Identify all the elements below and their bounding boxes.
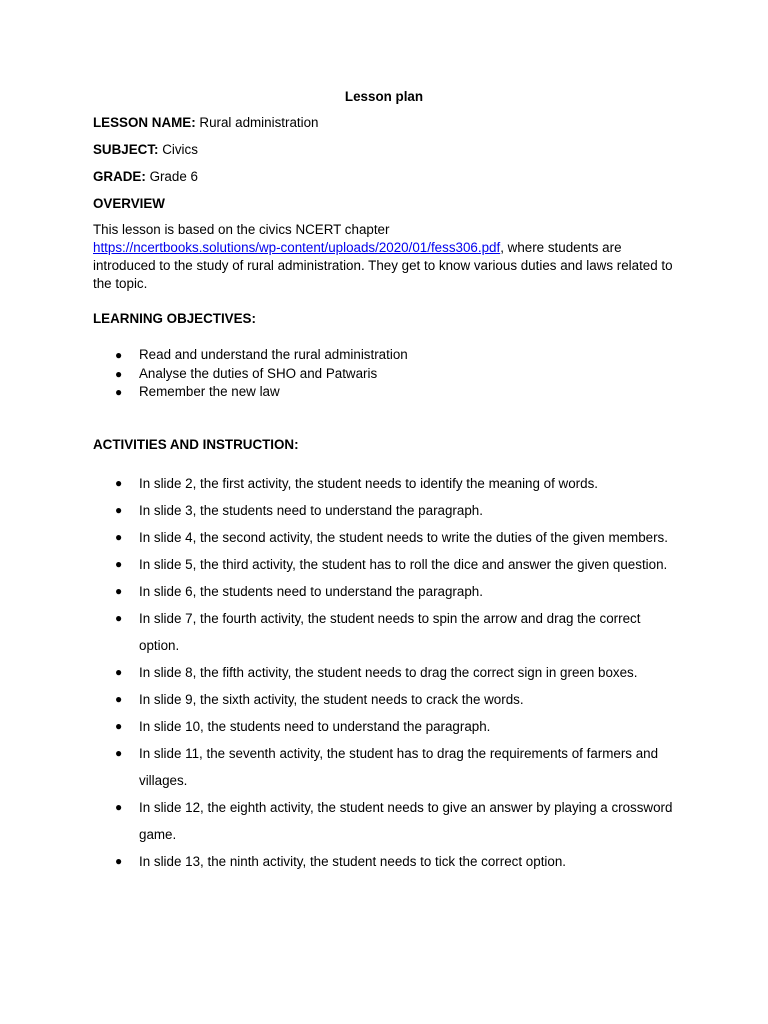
activity-item xyxy=(93,524,683,551)
activity-item-text: In slide 9, the sixth activity, the student needs to crack the words. xyxy=(139,692,524,707)
activity-item xyxy=(93,578,683,605)
activity-item xyxy=(93,713,683,740)
lesson-name-label: LESSON NAME: xyxy=(93,115,196,130)
bullet-icon: ● xyxy=(115,719,123,733)
overview-paragraph xyxy=(93,221,683,293)
activity-item-text: In slide 12, the eighth activity, the student needs to give an answer by playing a crossword game. xyxy=(139,800,673,842)
bullet-icon: ● xyxy=(115,854,123,868)
learning-objectives-heading: LEARNING OBJECTIVES: xyxy=(93,311,256,326)
overview-text-after: , where students are introduced to the study of rural administration. They get to know various duties and laws related to the topic. xyxy=(93,240,673,291)
bullet-icon: ● xyxy=(115,385,123,399)
activity-item-text: In slide 11, the seventh activity, the student has to drag the requirements of farmers and villages. xyxy=(139,746,659,788)
lesson-name-value: Rural administration xyxy=(199,115,319,130)
objective-item-text: Analyse the duties of SHO and Patwaris xyxy=(139,365,378,381)
activities-heading: ACTIVITIES AND INSTRUCTION: xyxy=(93,437,299,452)
bullet-icon: ● xyxy=(115,476,123,490)
objective-item xyxy=(93,383,683,402)
lesson-name-field xyxy=(93,114,318,132)
activities-list xyxy=(93,470,683,875)
grade-field xyxy=(93,168,198,186)
bullet-icon: ● xyxy=(115,530,123,544)
activity-item-text: In slide 7, the fourth activity, the student needs to spin the arrow and drag the correct option. xyxy=(139,611,641,653)
bullet-icon: ● xyxy=(115,800,123,814)
grade-value: Grade 6 xyxy=(149,169,198,184)
bullet-icon: ● xyxy=(115,503,123,517)
activity-item xyxy=(93,605,683,659)
objective-item-text: Read and understand the rural administration xyxy=(139,347,408,362)
activity-item-text: In slide 5, the third activity, the student has to roll the dice and answer the given question. xyxy=(139,557,668,572)
bullet-icon: ● xyxy=(115,665,123,679)
bullet-icon: ● xyxy=(115,348,123,362)
grade-label: GRADE: xyxy=(93,169,146,184)
activity-item xyxy=(93,659,683,686)
bullet-icon: ● xyxy=(115,366,123,381)
subject-label: SUBJECT: xyxy=(93,142,159,157)
activity-item xyxy=(93,497,683,524)
subject-field xyxy=(93,141,198,159)
activity-item-text: In slide 6, the students need to understand the paragraph. xyxy=(139,584,483,599)
activity-item xyxy=(93,551,683,578)
activity-item xyxy=(93,686,683,713)
activity-item-text: In slide 8, the fifth activity, the student needs to drag the correct sign in green boxes. xyxy=(139,665,638,680)
activity-item xyxy=(93,470,683,497)
objective-item xyxy=(93,365,683,384)
objective-item xyxy=(93,346,683,365)
overview-heading: OVERVIEW xyxy=(93,196,165,211)
activity-item xyxy=(93,740,683,794)
activity-item-text: In slide 4, the second activity, the student needs to write the duties of the given members. xyxy=(139,530,668,545)
activity-item xyxy=(93,794,683,848)
activity-item xyxy=(93,848,683,875)
overview-text-before: This lesson is based on the civics NCERT chapter xyxy=(93,222,390,237)
activity-item-text: In slide 13, the ninth activity, the student needs to tick the correct option. xyxy=(139,854,567,869)
ncert-chapter-link[interactable]: https://ncertbooks.solutions/wp-content/uploads/2020/01/fess306.pdf xyxy=(93,240,501,255)
learning-objectives-list xyxy=(93,346,683,402)
activity-item-text: In slide 3, the students need to understand the paragraph. xyxy=(139,503,483,518)
bullet-icon: ● xyxy=(115,746,123,760)
objective-item-text: Remember the new law xyxy=(139,384,280,399)
subject-value: Civics xyxy=(162,142,198,157)
document-title: Lesson plan xyxy=(344,89,424,104)
activity-item-text: In slide 10, the students need to understand the paragraph. xyxy=(139,719,491,734)
bullet-icon: ● xyxy=(115,584,123,598)
bullet-icon: ● xyxy=(115,557,123,571)
bullet-icon: ● xyxy=(115,611,123,625)
bullet-icon: ● xyxy=(115,692,123,706)
activity-item-text: In slide 2, the first activity, the student needs to identify the meaning of words. xyxy=(139,476,599,491)
